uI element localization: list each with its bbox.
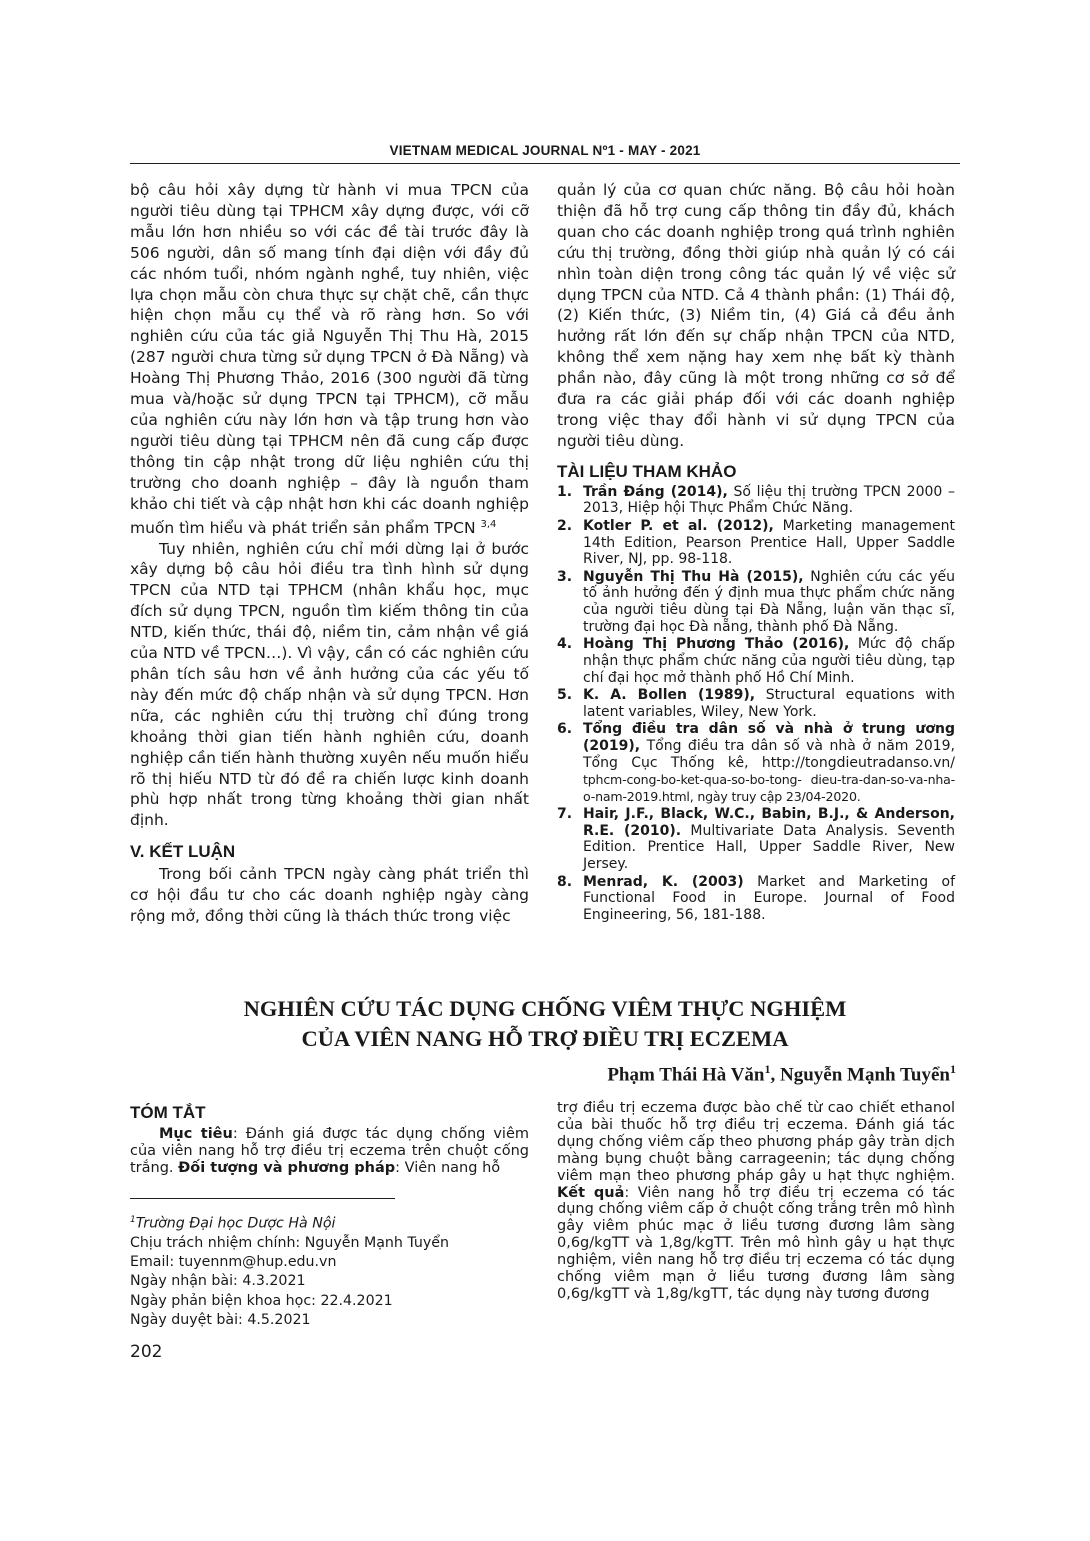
affiliation: $^1$Trường Đại học Dược Hà Nội [130,1215,336,1232]
reference-item: 5. K. A. Bollen (1989), Structural equations with latent variables, Wiley, New York. [557,687,955,721]
paragraph: Tuy nhiên, nghiên cứu chỉ mới dừng lại ở bước xây dựng bộ câu hỏi điều tra tình hình sử dụng TPCN của NTD tại TPHCM (nhân khẩu học, mục đích sử dụng TPCN, nguồn tìm kiếm thông tin của NTD, kiến thức, thái độ, niềm tin, cảm nhận về giá của NTD về TPCN…). Vì vậy, cần có các nghiên cứu phân tích sâu hơn về ảnh hưởng của các yếu tố này đến mức độ chấp nhận và sử dụng TPCN. Hơn nữa, các nghiên cứu thị trường chỉ đúng trong khoảng thời gian tiến hành nghiên cứu, doanh nghiệp cần tiến hành thường xuyên nếu muốn hiểu rõ thị hiếu NTD từ đó đề ra chiến lược kinh doanh phù hợp nhất trong từng khoảng thời gian nhất định. [130,539,529,830]
accepted-date: Ngày duyệt bài: 4.5.2021 [130,1311,311,1328]
paragraph: bộ câu hỏi xây dựng từ hành vi mua TPCN của người tiêu dùng tại TPHCM xây dựng được, với cỡ mẫu lớn hơn nhiều so với các đề tài trước đây là 506 người, dân số mang tính đại diện với đầy đủ các nhóm tuổi, nhóm ngành nghề, tuy nhiên, việc lựa chọn mẫu còn chưa thực sự chặt chẽ, cần thực hiện chọn mẫu cụ thể và rõ ràng hơn. So với nghiên cứu của tác giả Nguyễn Thị Thu Hà, 2015 (287 người chưa từng sử dụng TPCN ở Đà Nẵng) và Hoàng Thị Phương Thảo, 2016 (300 người đã từng mua và/hoặc sử dụng TPCN tại TPHCM), cỡ mẫu của nghiên cứu này lớn hơn và tập trung hơn vào người tiêu dùng tại TPHCM nên đã cung cấp được thông tin cập nhật trong dữ liệu nghiên cứu thị trường cho doanh nghiệp – đây là nguồn tham khảo chi tiết và cập nhật hơn khi các doanh nghiệp muốn tìm hiểu và phát triển sản phẩm TPCN $^{3,4}$ [130,181,529,537]
paragraph: Trong bối cảnh TPCN ngày càng phát triển thì cơ hội đầu tư cho các doanh nghiệp ngày càng rộng mở, đồng thời cũng là thách thức trong việc [130,865,529,925]
section-heading-conclusion: V. KẾT LUẬN [130,842,236,862]
author-list: Phạm Thái Hà Văn$^1$, Nguyễn Mạnh Tuyển$^1$ [607,1062,956,1086]
reference-item: 7. Hair, J.F., Black, W.C., Babin, B.J., & Anderson, R.E. (2010). Multivariate Data Analysis. Seventh Edition. Prentice Hall, Upper Saddle River, New Jersey. [557,805,955,873]
reviewed-date: Ngày phản biện khoa học: 22.4.2021 [130,1292,393,1309]
left-column [130,180,529,927]
article-title: NGHIÊN CỨU TÁC DỤNG CHỐNG VIÊM THỰC NGHIỆM CỦA VIÊN NANG HỖ TRỢ ĐIỀU TRỊ ECZEMA [243,996,847,1051]
page-number: 202 [130,1342,163,1362]
abstract-left: Mục tiêu: Đánh giá được tác dụng chống viêm của viên nang hỗ trợ điều trị eczema trên chuột cống trắng. Đối tượng và phương pháp: Viên nang hỗ [130,1126,529,1176]
header-rule [130,163,960,164]
abstract-heading: TÓM TẮT [130,1103,206,1122]
reference-list [557,484,955,924]
citation-superscript: 3,4 [480,518,497,530]
reference-item: 4. Hoàng Thị Phương Thảo (2016), Mức độ chấp nhận thực phẩm chức năng của người tiêu dùng, tạp chí đại học mở thành phố Hồ Chí Minh. [557,636,955,686]
reference-item: 8. Menrad, K. (2003) Market and Marketing of Functional Food in Europe. Journal of Food Engineering, 56, 181-188. [557,873,955,924]
email[interactable]: Email: tuyennm@hup.edu.vn [130,1254,337,1271]
reference-item: 6. Tổng điều tra dân số và nhà ở trung ương (2019), Tổng điều tra dân số và nhà ở năm 2019, Tổng Cục Thống kê, http://tongdieutradanso.vn/ tphcm-cong-bo-ket-qua-so-bo-tong- dieu-tra-dan-so-va-nha-o-nam-2019.html, ngày truy cập 23/04-2020. [557,721,955,804]
footnote-rule [130,1198,395,1199]
responsible-author: Chịu trách nhiệm chính: Nguyễn Mạnh Tuyển [130,1234,450,1251]
reference-url[interactable]: tphcm-cong-bo-ket-qua-so-bo-tong- dieu-tra-dan-so-va-nha-o-nam-2019.html, ngày truy cập 23/04-2020. [583,771,955,804]
journal-header: VIETNAM MEDICAL JOURNAL Nº1 - MAY - 2021 [389,143,701,158]
reference-item: 2. Kotler P. et al. (2012), Marketing management 14th Edition, Pearson Prentice Hall, Upper Saddle River, NJ, pp. 98-118. [557,517,955,568]
abstract-right: trợ điều trị eczema được bào chế từ cao chiết ethanol của bài thuốc hỗ trợ điều trị eczema. Đánh giá tác dụng chống viêm cấp theo phương pháp gây tràn dịch màng bụng chuột bằng carrageenin; tác dụng chống viêm mạn theo phương pháp gây u hạt thực nghiệm. Kết quả: Viên nang hỗ trợ điều trị eczema có tác dụng chống viêm cấp ở chuột cống trắng trên mô hình gây viêm phúc mạc ở liều tương đương lâm sàng 0,6g/kgTT và 1,8g/kgTT. Trên mô hình gây u hạt thực nghiệm, viên nang hỗ trợ điều trị eczema có tác dụng chống viêm mạn ở liều tương đương lâm sàng 0,6g/kgTT và 1,8g/kgTT, tác dụng này tương đương [557,1100,955,1302]
received-date: Ngày nhận bài: 4.3.2021 [130,1273,306,1290]
right-column [557,180,955,924]
paragraph: quản lý của cơ quan chức năng. Bộ câu hỏi hoàn thiện đã hỗ trợ cung cấp thông tin đầy đủ, khách quan cho các doanh nghiệp trong quá trình nghiên cứu thị trường, đồng thời giúp nhà quản lý có cái nhìn toàn diện trong công tác quản lý về việc sử dụng TPCN của NTD. Cả 4 thành phần: (1) Thái độ, (2) Kiến thức, (3) Niềm tin, (4) Giá cả đều ảnh hưởng rất lớn đến sự chấp nhận TPCN của NTD, không thể xem nặng hay xem nhẹ bất kỳ thành phần nào, đây cũng là một trong những cơ sở để đưa ra các giải pháp đối với các doanh nghiệp trong việc thay đổi hành vi sử dụng TPCN của người tiêu dùng. [557,181,955,450]
footnote [130,1211,530,1330]
references-heading: TÀI LIỆU THAM KHẢO [557,461,737,481]
reference-item: 3. Nguyễn Thị Thu Hà (2015), Nghiên cứu các yếu tố ảnh hưởng đến ý định mua thực phẩm chức năng của người tiêu dùng tại Đà Nẵng, luận văn thạc sĩ, trường đại học Đà nẵng, thành phố Đà Nẵng. [557,568,955,636]
reference-item: 1. Trần Đáng (2014), Số liệu thị trường TPCN 2000 – 2013, Hiệp hội Thực Phẩm Chức Năng. [557,483,956,517]
